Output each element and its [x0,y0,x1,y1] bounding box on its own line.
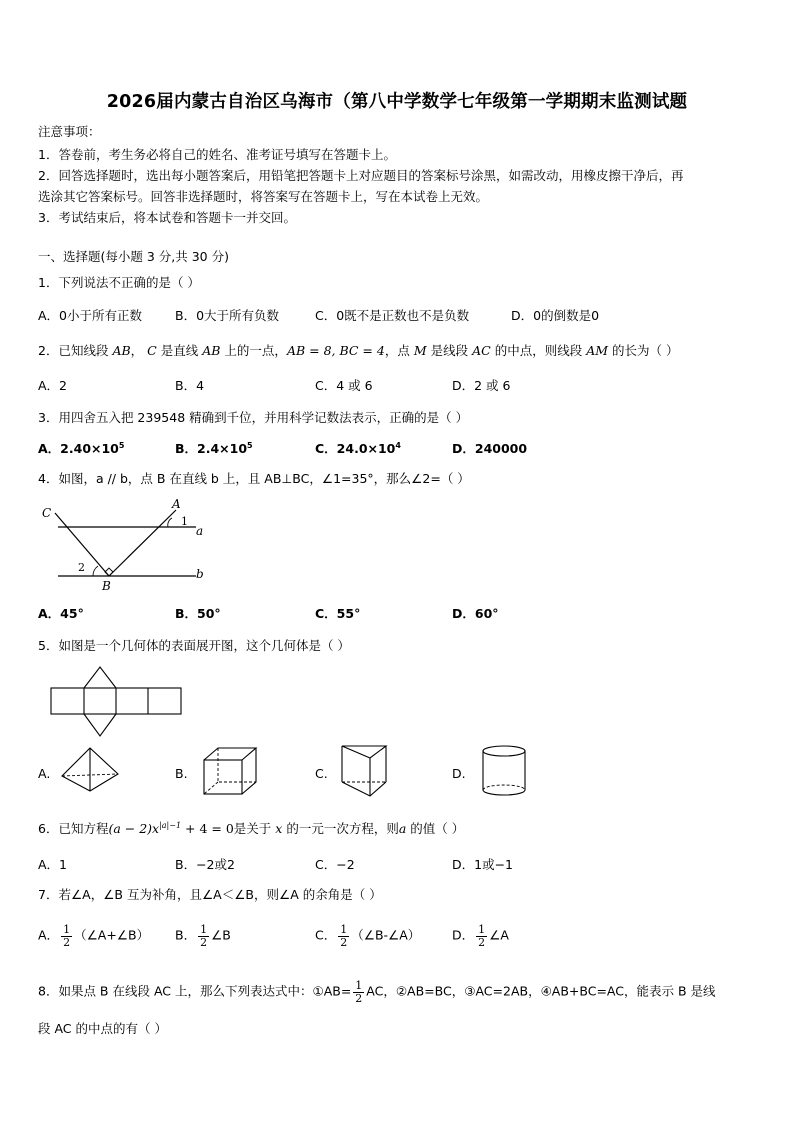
q3-option-a-base: A．2.40×10 [38,441,119,456]
q2-text-2: ， [130,343,144,358]
notice-heading: 注意事项： [38,124,101,139]
q4-label-2: 2 [78,561,85,574]
q3-option-c [315,439,401,457]
q2-text-1: 2．已知线段 [38,343,109,358]
q2-option-b: B．4 [175,378,205,393]
notice-item-1: 1．答卷前，考生务必将自己的姓名、准考证号填写在答题卡上。 [38,147,396,162]
q3-option-a [38,439,124,457]
q5-stem: 5．如图是一个几何体的表面展开图，这个几何体是（ ） [38,638,350,653]
q4-option-d: D．60° [452,606,499,621]
q7-a-numerator: 1 [63,923,71,936]
q7-b-fraction [198,924,209,948]
q2-ab: AB [112,343,131,358]
q8-fraction [353,980,364,1004]
q4-option-a: A．45° [38,606,84,621]
q7-a-suffix: （∠A+∠B） [74,927,150,943]
page-title: 2026届内蒙古自治区乌海市（第八中学数学七年级第一学期期末监测试题 [106,92,688,112]
q7-c-fraction [338,924,349,948]
q2-option-d: D．2 或 6 [452,378,511,393]
q7-option-b [175,924,231,948]
q6-equation-rest: + 4 = 0 [181,821,234,836]
q7-a-fraction [61,924,72,948]
q7-d-numerator: 1 [478,923,486,936]
q6-exponent: |a|−1 [159,820,182,830]
q8-numerator: 1 [355,979,363,992]
q7-c-numerator: 1 [340,923,348,936]
q1-option-a: A．0小于所有正数 [38,308,143,323]
q3-option-c-exp: 4 [395,440,401,450]
q6-option-c: C．−2 [315,857,355,872]
q5-option-d-cylinder [480,744,528,798]
q6-option-b: B．−2或2 [175,857,235,872]
q5-net-figure [50,664,182,740]
q4-figure [38,496,218,592]
q2-text-3: 是直线 [160,343,199,358]
q5-option-a-label: A. [38,766,51,781]
q6-text-2: 是关于 [233,821,272,836]
q4-label-c: C [42,506,52,520]
q7-c-suffix: （∠B-∠A） [351,927,421,943]
q6-x: x [275,821,283,836]
q2-am: AM [586,343,609,358]
q7-d-suffix: ∠A [489,927,509,943]
q1-option-b: B．0大于所有负数 [175,308,280,323]
q2-c: C [147,343,157,358]
q4-label-line-a: a [196,524,204,538]
q2-ac: AC [472,343,491,358]
q2-text-7: 的中点，则线段 [494,343,583,358]
q7-option-d [452,924,509,948]
q7-c-prefix: C． [315,927,337,943]
q4-option-b: B．50° [175,606,221,621]
q4-label-1: 1 [181,515,188,528]
q8-text-1: 8．如果点 B 在线段 AC 上，那么下列表达式中：①AB= [38,983,352,999]
q2-option-c: C．4 或 6 [315,378,373,393]
q3-option-b-base: B．2.4×10 [175,441,248,456]
q1-option-c: C．0既不是正数也不是负数 [315,308,470,323]
notice-item-2-cont: 选涂其它答案标号。回答非选择题时，将答案写在答题卡上，写在本试卷上无效。 [38,189,489,204]
q5-option-c-prism [340,744,388,798]
q5-option-b-label: B. [175,766,188,781]
q8-text-2: AC，②AB=BC，③AC=2AB，④AB+BC=AC，能表示 B 是线 [366,983,716,999]
q8-stem [38,980,716,1004]
q2-ab-2: AB [202,343,221,358]
q1-stem: 1．下列说法不正确的是（ ） [38,275,200,290]
q7-d-fraction [476,924,487,948]
q3-option-c-base: C．24.0×10 [315,441,396,456]
section-heading: 一、选择题(每小题 3 分,共 30 分) [38,249,229,264]
q1-option-d: D．0的倒数是0 [511,308,600,323]
q3-option-b [175,439,253,457]
q4-stem: 4．如图，a // b，点 B 在直线 b 上，且 AB⊥BC，∠1=35°，那么∠2=（ ） [38,471,470,486]
q6-equation: (a − 2)x [108,821,160,836]
q7-b-suffix: ∠B [211,927,231,943]
q7-b-numerator: 1 [200,923,208,936]
notice-item-2: 2．回答选择题时，选出每小题答案后，用铅笔把答题卡上对应题目的答案标号涂黑，如需改动，用橡皮擦干净后，再 [38,168,684,183]
q7-b-denominator: 2 [200,935,208,949]
q2-text-4: 上的一点， [224,343,287,358]
q2-condition: AB = 8, BC = 4 [286,343,385,358]
q5-option-d-label: D. [452,766,466,781]
q2-text-8: 的长为（ ） [612,343,679,358]
q7-b-prefix: B． [175,927,197,943]
q3-stem: 3．用四舍五入把 239548 精确到千位，并用科学记数法表示，正确的是（ ） [38,410,469,425]
q6-text-3: 的一元一次方程，则 [286,821,399,836]
q5-option-a-pyramid [60,746,120,794]
q2-m: M [413,343,427,358]
q7-d-prefix: D． [452,927,475,943]
q4-label-a: A [172,497,181,511]
notice-item-3: 3．考试结束后，将本试卷和答题卡一并交回。 [38,210,296,225]
q5-option-b-cube [202,746,258,796]
q6-option-a: A．1 [38,857,68,872]
q6-text-4: 的值（ ） [410,821,465,836]
q7-option-c [315,924,420,948]
q7-a-denominator: 2 [63,935,71,949]
q3-option-a-exp: 5 [118,440,125,450]
q8-denominator: 2 [355,991,363,1005]
q6-option-d: D．1或−1 [452,857,514,872]
q4-option-c: C．55° [315,606,361,621]
q2-stem [38,341,679,359]
q2-text-6: 是线段 [430,343,469,358]
q4-label-b: B [102,579,111,593]
q5-option-c-label: C. [315,766,328,781]
q2-option-a: A．2 [38,378,68,393]
q4-label-line-b: b [196,567,204,581]
q2-text-5: ，点 [384,343,410,358]
q7-stem: 7．若∠A，∠B 互为补角，且∠A＜∠B，则∠A 的余角是（ ） [38,887,382,902]
q7-c-denominator: 2 [340,935,348,949]
q7-a-prefix: A． [38,927,60,943]
q6-stem [38,819,464,837]
q8-stem-cont: 段 AC 的中点的有（ ） [38,1021,167,1036]
q7-d-denominator: 2 [478,935,486,949]
q3-option-d: D．240000 [452,441,528,456]
q6-a: a [398,821,407,836]
q6-text-1: 6．已知方程 [38,821,109,836]
q3-option-b-exp: 5 [247,440,253,450]
q7-option-a [38,924,149,948]
